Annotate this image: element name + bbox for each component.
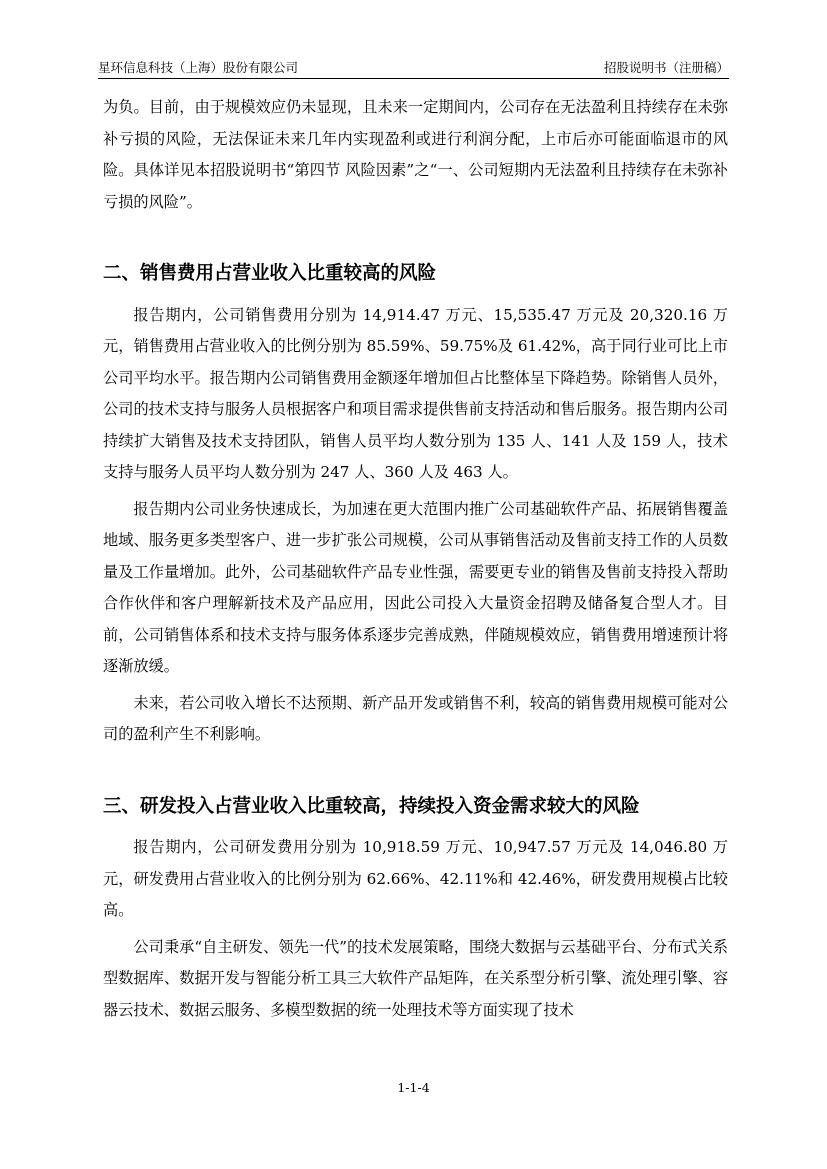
section-2-paragraph-1: 报告期内，公司销售费用分别为 14,914.47 万元、15,535.47 万元及 20,320.16 万元，销售费用占营业收入的比例分别为 85.59%、59.75%及 61.42%，高于同行业可比上市公司平均水平。报告期内公司销售费用金额逐年增加但占比整体呈下降趋势。除销售人员外，公司的技术支持与服务人员根据客户和项目需求提供售前支持活动和售后服务。报告期内公司持续扩大销售及技术支持团队，销售人员平均人数分别为 135 人、141 人及 159 人，技术支持与服务人员平均人数分别为 247 人、360 人及 463 人。 <box>103 305 728 481</box>
page-header <box>98 56 729 79</box>
section-2-heading: 二、销售费用占营业收入比重较高的风险 <box>103 263 437 284</box>
section-2-paragraph-2: 报告期内公司业务快速成长，为加速在更大范围内推广公司基础软件产品、拓展销售覆盖地域、服务更多类型客户、进一步扩张公司规模，公司从事销售活动及售前支持工作的人员数量及工作量增加。此外，公司基础软件产品专业性强，需要更专业的销售及售前支持投入帮助合作伙伴和客户理解新技术及产品应用，因此公司投入大量资金招聘及储备复合型人才。目前，公司销售体系和技术支持与服务体系逐步完善成熟，伴随规模效应，销售费用增速预计将逐渐放缓。 <box>103 499 728 675</box>
header-company-name: 星环信息科技（上海）股份有限公司 <box>98 60 299 75</box>
section-3-paragraph-1: 报告期内，公司研发费用分别为 10,918.59 万元、10,947.57 万元及 14,046.80 万元，研发费用占营业收入的比例分别为 62.66%、42.11%和 42.46%，研发费用规模占比较高。 <box>103 838 728 919</box>
section-2-paragraph-3: 未来，若公司收入增长不达预期、新产品开发或销售不利，较高的销售费用规模可能对公司的盈利产生不利影响。 <box>103 693 728 743</box>
document-body <box>103 92 728 1026</box>
section-3-paragraph-2: 公司秉承“自主研发、领先一代”的技术发展策略，围绕大数据与云基础平台、分布式关系型数据库、数据开发与智能分析工具三大软件产品矩阵，在关系型分析引擎、流处理引擎、容器云技术、数据云服务、多模型数据的统一处理技术等方面实现了技术 <box>103 937 728 1019</box>
header-document-type: 招股说明书（注册稿） <box>603 60 729 75</box>
intro-paragraph: 为负。目前，由于规模效应仍未显现，且未来一定期间内，公司存在无法盈利且持续存在未弥补亏损的风险，无法保证未来几年内实现盈利或进行利润分配，上市后亦可能面临退市的风险。具体详见本招股说明书“第四节 风险因素”之“一、公司短期内无法盈利且持续存在未弥补亏损的风险”。 <box>103 98 728 211</box>
section-3-heading: 三、研发投入占营业收入比重较高，持续投入资金需求较大的风险 <box>103 795 640 817</box>
page-number: 1-1-4 <box>397 1080 430 1095</box>
